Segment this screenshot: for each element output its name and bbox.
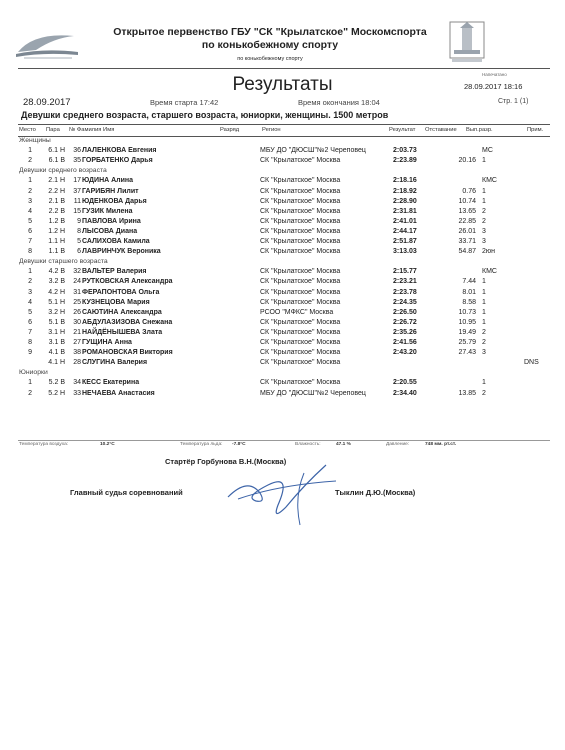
gap-cell: 7.44 xyxy=(462,278,476,286)
gap-cell: 8.01 xyxy=(462,288,476,296)
result-cell: 2:23.78 xyxy=(393,288,417,296)
region-cell: СК "Крылатское" Москва xyxy=(260,288,341,296)
pair-cell: 1.1 В xyxy=(48,248,65,256)
athlete-name-cell: ЛЫСОВА Диана xyxy=(82,227,138,235)
ice-temp-label: Температура льда: xyxy=(180,442,223,447)
result-cell: 2:41.01 xyxy=(393,217,417,225)
athlete-name-cell: АБДУЛАЗИЗОВА Снежана xyxy=(82,318,173,326)
print-datetime: 28.09.2017 18:16 xyxy=(464,82,523,91)
result-cell: 2:24.35 xyxy=(393,298,417,306)
region-cell: СК "Крылатское" Москва xyxy=(260,197,341,205)
bib-number-cell: 9 xyxy=(77,217,81,225)
category-cell: 1 xyxy=(482,197,486,205)
result-cell: 2:03.73 xyxy=(393,147,417,155)
athlete-name-cell: ЮДИНА Алина xyxy=(82,177,134,185)
athlete-name-cell: ГУЩИНА Анна xyxy=(82,339,132,346)
bib-number-cell: 26 xyxy=(73,308,81,316)
category-cell: 1 xyxy=(482,278,486,286)
place-cell: 6 xyxy=(28,318,32,326)
athlete-name-cell: ФЕРАПОНТОВА Ольга xyxy=(82,288,160,296)
bib-number-cell: 11 xyxy=(73,197,81,205)
region-cell: СК "Крылатское" Москва xyxy=(260,298,341,306)
sport-line: по конькобежному спорту xyxy=(201,39,339,51)
region-cell: СК "Крылатское" Москва xyxy=(260,217,341,225)
bib-number-cell: 33 xyxy=(73,389,81,397)
judge-signature xyxy=(208,455,338,530)
category-cell: 2 xyxy=(482,389,486,397)
category-cell: 2 xyxy=(482,207,486,215)
region-cell: СК "Крылатское" Москва xyxy=(260,248,341,256)
group-heading: Юниорки xyxy=(19,369,48,377)
air-temp-label: Температура воздуха: xyxy=(19,442,69,447)
region-cell: СК "Крылатское" Москва xyxy=(260,187,341,195)
region-cell: СК "Крылатское" Москва xyxy=(260,177,341,185)
category-cell: 3 xyxy=(482,238,486,245)
pair-cell: 1.1 Н xyxy=(48,238,65,245)
category-cell: 3 xyxy=(482,349,486,357)
result-cell: 2:23.21 xyxy=(393,278,417,286)
bib-number-cell: 35 xyxy=(73,157,81,165)
place-cell: 3 xyxy=(28,197,32,205)
result-cell: 2:35.26 xyxy=(393,328,417,336)
organizer-title xyxy=(90,26,450,52)
event-title: Девушки среднего возраста, старшего возраста, юниорки, женщины. 1500 метров xyxy=(21,110,389,120)
athlete-name-cell: РУТКОВСКАЯ Александра xyxy=(82,278,173,286)
col-category: Вып.разр. xyxy=(466,127,493,133)
gap-cell: 10.73 xyxy=(458,308,476,316)
place-cell: 1 xyxy=(28,177,32,185)
pair-cell: 3.1 В xyxy=(48,339,65,346)
gap-cell: 8.58 xyxy=(462,298,476,306)
category-cell: МС xyxy=(482,147,493,155)
category-cell: 2 xyxy=(482,328,486,336)
region-cell: СК "Крылатское" Москва xyxy=(260,379,341,387)
bib-number-cell: 24 xyxy=(73,278,81,286)
category-cell: 1 xyxy=(482,288,486,296)
athlete-name-cell: РОМАНОВСКАЯ Виктория xyxy=(82,349,173,357)
category-cell: 2юн xyxy=(482,248,496,256)
moscomsport-emblem xyxy=(448,20,486,64)
gap-cell: 13.85 xyxy=(458,389,476,397)
gap-cell: 27.43 xyxy=(458,349,476,357)
pair-cell: 5.2 Н xyxy=(48,389,65,397)
place-cell: 6 xyxy=(28,227,32,235)
col-gap: Отставание xyxy=(425,127,457,133)
place-cell: 1 xyxy=(28,379,32,387)
place-cell: 5 xyxy=(28,308,32,316)
athlete-name-cell: СЛУГИНА Валерия xyxy=(82,359,148,367)
region-cell: СК "Крылатское" Москва xyxy=(260,318,341,326)
gap-cell: 19.49 xyxy=(458,328,476,336)
region-cell: СК "Крылатское" Москва xyxy=(260,157,341,165)
event-date: 28.09.2017 xyxy=(23,97,71,108)
col-result: Результат xyxy=(389,127,416,133)
bib-number-cell: 17 xyxy=(73,177,81,185)
place-cell: 7 xyxy=(28,328,32,336)
region-cell: СК "Крылатское" Москва xyxy=(260,359,341,367)
athlete-name-cell: ГАРИБЯН Лилит xyxy=(82,187,139,195)
athlete-name-cell: САЛИХОВА Камила xyxy=(82,238,150,245)
table-row xyxy=(0,359,565,370)
gap-cell: 0.76 xyxy=(462,187,476,195)
pair-cell: 6.1 Н xyxy=(48,147,65,155)
organizer-line: Открытое первенство ГБУ "СК "Крылатское" Москомспорта xyxy=(113,26,427,38)
bib-number-cell: 5 xyxy=(77,238,81,245)
result-cell: 2:15.77 xyxy=(393,268,417,276)
bib-number-cell: 6 xyxy=(77,248,81,256)
pair-cell: 2.1 Н xyxy=(48,177,65,185)
col-region: Регион xyxy=(262,127,281,133)
category-cell: 3 xyxy=(482,227,486,235)
column-header-rule-bottom xyxy=(18,136,550,137)
region-cell: СК "Крылатское" Москва xyxy=(260,278,341,286)
result-cell: 2:23.89 xyxy=(393,157,417,165)
bib-number-cell: 37 xyxy=(73,187,81,195)
athlete-name-cell: ПАВЛОВА Ирина xyxy=(82,217,141,225)
pair-cell: 5.2 В xyxy=(48,379,65,387)
category-cell: 1 xyxy=(482,298,486,306)
category-cell: 1 xyxy=(482,318,486,326)
place-cell: 3 xyxy=(28,288,32,296)
place-cell: 2 xyxy=(28,389,32,397)
result-cell: 2:31.81 xyxy=(393,207,417,215)
category-cell: 1 xyxy=(482,187,486,195)
result-cell: 3:13.03 xyxy=(393,248,417,256)
athlete-name-cell: ЛАВРИНЧУК Вероника xyxy=(82,248,161,256)
pair-cell: 4.2 Н xyxy=(48,288,65,296)
region-cell: МБУ ДО "ДЮСШ"№2 Череповец xyxy=(260,389,366,397)
result-cell: 2:18.16 xyxy=(393,177,417,185)
header-rule xyxy=(18,68,550,69)
result-cell: 2:51.87 xyxy=(393,238,417,245)
place-cell: 7 xyxy=(28,238,32,245)
gap-cell: 25.79 xyxy=(458,339,476,346)
place-cell: 2 xyxy=(28,157,32,165)
bib-number-cell: 34 xyxy=(73,379,81,387)
pair-cell: 1.2 В xyxy=(48,217,65,225)
region-cell: СК "Крылатское" Москва xyxy=(260,238,341,245)
pair-cell: 3.2 В xyxy=(48,278,65,286)
print-label: Напечатано xyxy=(482,72,507,77)
bib-number-cell: 30 xyxy=(73,318,81,326)
result-cell: 2:34.40 xyxy=(393,389,417,397)
chief-judge-name: Тыклин Д.Ю.(Москва) xyxy=(335,488,416,497)
region-cell: СК "Крылатское" Москва xyxy=(260,227,341,235)
athlete-name-cell: ВАЛЬТЕР Валерия xyxy=(82,268,147,276)
gap-cell: 13.65 xyxy=(458,207,476,215)
region-cell: СК "Крылатское" Москва xyxy=(260,207,341,215)
ice-temp-value xyxy=(232,442,246,447)
place-cell: 9 xyxy=(28,349,32,357)
air-temp-number: 10.2°C xyxy=(100,442,115,447)
pair-cell: 4.2 В xyxy=(48,268,65,276)
end-time: Время окончания 18:04 xyxy=(298,98,380,107)
pressure-number: 748 мм. рт.ст. xyxy=(425,442,457,447)
region-cell: СК "Крылатское" Москва xyxy=(260,328,341,336)
bib-number-cell: 27 xyxy=(73,339,81,346)
place-cell: 2 xyxy=(28,278,32,286)
place-cell: 4 xyxy=(28,298,32,306)
place-cell: 4 xyxy=(28,207,32,215)
region-cell: СК "Крылатское" Москва xyxy=(260,339,341,346)
bib-number-cell: 25 xyxy=(73,298,81,306)
bib-number-cell: 32 xyxy=(73,268,81,276)
pair-cell: 6.1 В xyxy=(48,157,65,165)
bib-number-cell: 36 xyxy=(73,147,81,155)
athlete-name-cell: НАЙДЁНЫШЕВА Злата xyxy=(82,328,163,336)
pair-cell: 3.1 Н xyxy=(48,328,65,336)
region-cell: РСОО "МФКС" Москва xyxy=(260,308,334,316)
result-cell: 2:26.72 xyxy=(393,318,417,326)
bib-number-cell: 31 xyxy=(73,288,81,296)
group-heading: Девушки старшего возраста xyxy=(19,258,108,266)
athlete-name-cell: НЕЧАЕВА Анастасия xyxy=(82,389,155,397)
gap-cell: 54.87 xyxy=(458,248,476,256)
athlete-name-cell: ЛАЛЕНКОВА Евгения xyxy=(82,147,157,155)
pair-cell: 2.1 В xyxy=(48,197,65,205)
page-number: Стр. 1 (1) xyxy=(498,98,529,105)
bib-number-cell: 8 xyxy=(77,227,81,235)
humidity-value xyxy=(336,442,351,447)
arena-logo xyxy=(14,22,80,62)
group-heading: Женщины xyxy=(19,137,51,144)
region-cell: СК "Крылатское" Москва xyxy=(260,349,341,357)
athlete-name-cell: КУЗНЕЦОВА Мария xyxy=(82,298,150,306)
col-num-name: № Фамилия Имя xyxy=(69,127,115,133)
pair-cell: 2.2 Н xyxy=(48,187,65,195)
gap-cell: 33.71 xyxy=(458,238,476,245)
pair-cell: 5.1 В xyxy=(48,318,65,326)
pressure-value xyxy=(425,442,456,447)
starter-line: Стартёр Горбунова В.Н.(Москва) xyxy=(165,457,287,466)
category-cell: КМС xyxy=(482,177,497,185)
category-cell: 1 xyxy=(482,308,486,316)
col-pair: Пара xyxy=(46,127,60,133)
pair-cell: 5.1 Н xyxy=(48,298,65,306)
result-cell: 2:20.55 xyxy=(393,379,417,387)
category-cell: 1 xyxy=(482,379,486,387)
result-cell: 2:41.56 xyxy=(393,339,417,346)
athlete-name-cell: КЕСС Екатерина xyxy=(82,379,140,387)
humidity-number: 47.1 % xyxy=(336,442,351,447)
pair-cell: 3.2 Н xyxy=(48,308,65,316)
result-cell: 2:44.17 xyxy=(393,227,417,235)
region-cell: СК "Крылатское" Москва xyxy=(260,268,341,276)
col-rank: Разряд xyxy=(220,127,240,133)
group-heading: Девушки среднего возраста xyxy=(19,167,107,175)
col-place: Место xyxy=(19,127,36,133)
chief-judge-label: Главный судья соревнований xyxy=(70,488,183,497)
pair-cell: 4.1 Н xyxy=(48,359,65,367)
category-cell: 2 xyxy=(482,339,486,346)
ice-temp-number: -7.8°C xyxy=(232,442,246,447)
category-cell: КМС xyxy=(482,268,497,276)
place-cell: 5 xyxy=(28,217,32,225)
place-cell: 8 xyxy=(28,339,32,346)
bib-number-cell: 15 xyxy=(73,207,81,215)
result-cell: 2:18.92 xyxy=(393,187,417,195)
category-cell: 1 xyxy=(482,157,486,165)
page-title: Результаты xyxy=(232,74,333,95)
start-time: Время старта 17:42 xyxy=(150,98,219,107)
table-row xyxy=(0,390,565,401)
place-cell: 2 xyxy=(28,187,32,195)
footer-rule xyxy=(18,440,550,441)
col-note: Прим. xyxy=(527,127,544,133)
result-cell: 2:26.50 xyxy=(393,308,417,316)
region-cell: МБУ ДО "ДЮСШ"№2 Череповец xyxy=(260,147,366,155)
athlete-name-cell: ГУЗИК Милена xyxy=(82,207,133,215)
pair-cell: 1.2 Н xyxy=(48,227,65,235)
gap-cell: 20.16 xyxy=(458,157,476,165)
header-small-note: по конькобежному спорту xyxy=(237,56,303,62)
place-cell: 1 xyxy=(28,268,32,276)
bib-number-cell: 38 xyxy=(73,349,81,357)
category-cell: 2 xyxy=(482,217,486,225)
athlete-name-cell: ГОРБАТЕНКО Дарья xyxy=(82,157,153,165)
bib-number-cell: 21 xyxy=(73,328,81,336)
athlete-name-cell: ЮДЕНКОВА Дарья xyxy=(82,197,147,205)
humidity-label: Влажность: xyxy=(295,442,321,447)
column-header-rule-top xyxy=(18,124,550,125)
pair-cell: 4.1 В xyxy=(48,349,65,357)
pair-cell: 2.2 В xyxy=(48,207,65,215)
athlete-name-cell: САЮТИНА Александра xyxy=(82,308,162,316)
bib-number-cell: 28 xyxy=(73,359,81,367)
place-cell: 8 xyxy=(28,248,32,256)
place-cell: 1 xyxy=(28,147,32,155)
pressure-label: Давление: xyxy=(386,442,410,447)
gap-cell: 26.01 xyxy=(458,227,476,235)
gap-cell: 10.95 xyxy=(458,318,476,326)
result-cell: 2:28.90 xyxy=(393,197,417,205)
gap-cell: 22.85 xyxy=(458,217,476,225)
air-temp-value xyxy=(100,442,115,447)
note-cell: DNS xyxy=(524,359,539,367)
result-cell: 2:43.20 xyxy=(393,349,417,357)
gap-cell: 10.74 xyxy=(458,197,476,205)
